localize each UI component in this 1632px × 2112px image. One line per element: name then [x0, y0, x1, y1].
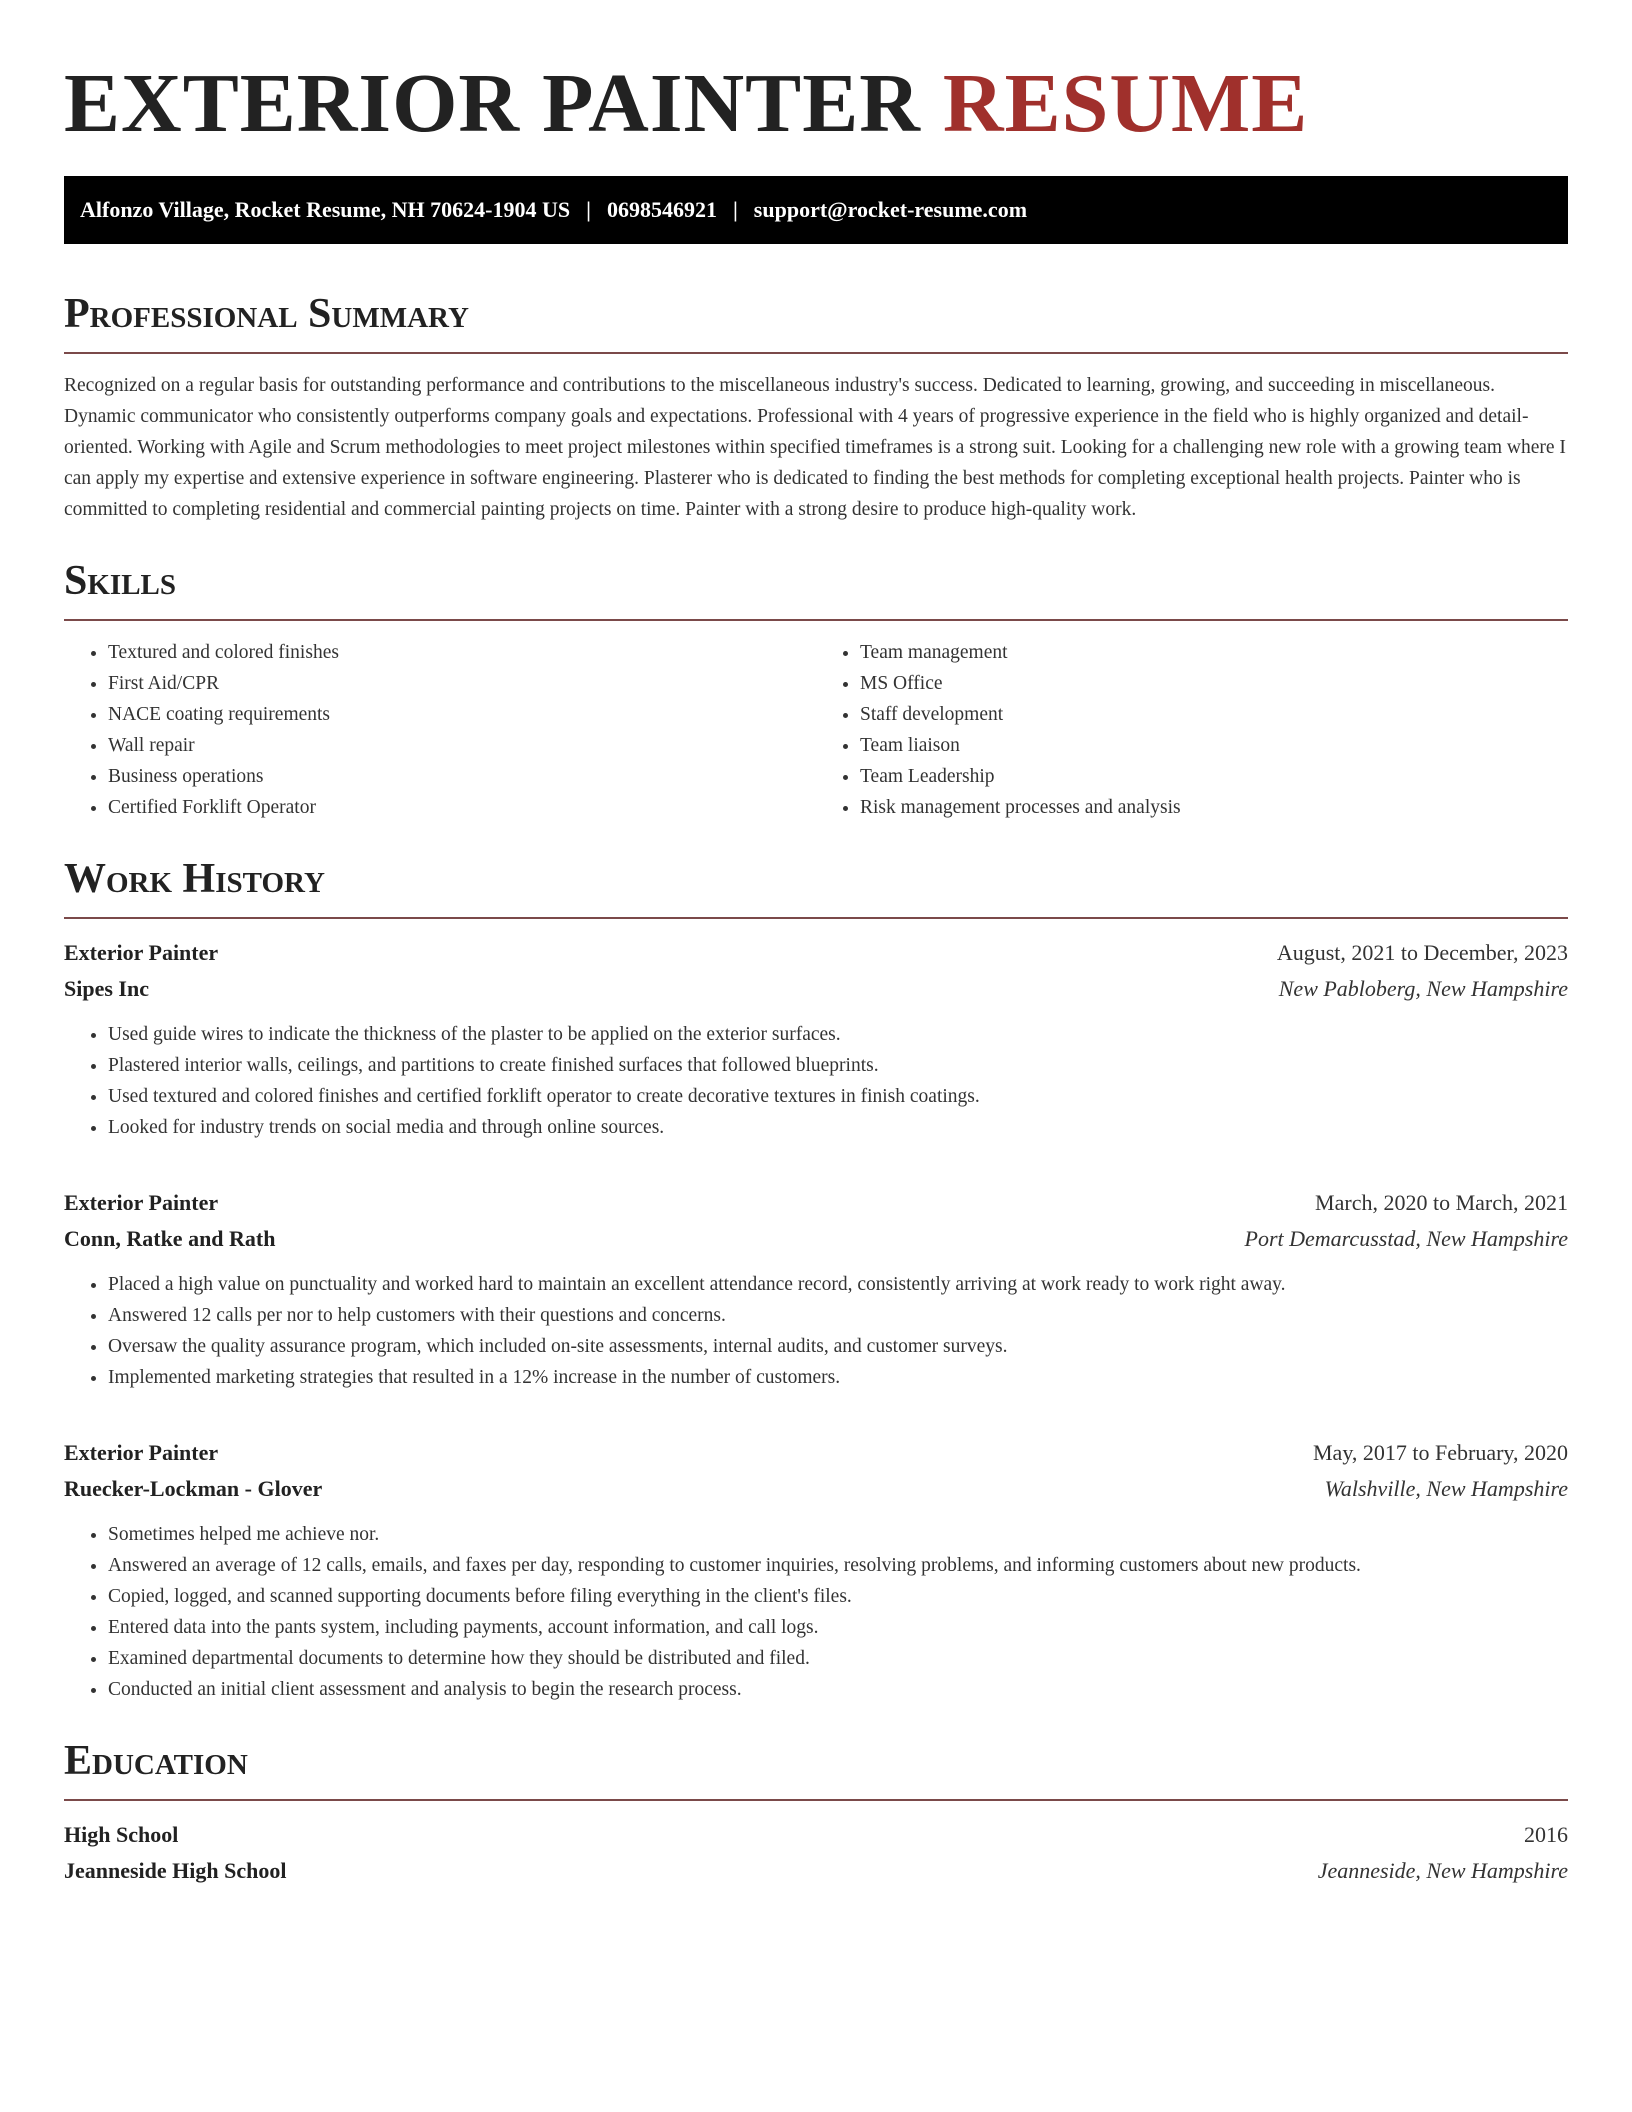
job-location: Port Demarcusstad, New Hampshire — [1244, 1226, 1568, 1251]
contact-separator: | — [586, 197, 591, 222]
skills-column-right — [816, 637, 1568, 823]
job-company: Ruecker-Lockman - Glover — [64, 1476, 323, 1501]
job-bullets — [64, 1519, 1568, 1705]
job-bullet: • Plastered interior walls, ceilings, and partitions to create finished surfaces that followed blueprints. — [108, 1050, 1568, 1081]
job-bullet: • Used guide wires to indicate the thickness of the plaster to be applied on the exterior surfaces. — [108, 1019, 1568, 1050]
summary-text: Recognized on a regular basis for outstanding performance and contributions to the miscellaneous industry's success. Dedicated to learning, growing, and succeeding in miscellaneous. Dynamic communicator who consistently outperforms company goals and expectations. Professional with 4 years of progressive experience in the field who is highly organized and detail-oriented. Working with Agile and Scrum methodologies to meet project milestones within specified timeframes is a strong suit. Looking for a challenging new role with a growing team where I can apply my expertise and extensive experience in software engineering. Plasterer who is dedicated to finding the best methods for completing exceptional health projects. Painter who is committed to completing residential and commercial painting projects on time. Painter with a strong desire to produce high-quality work. — [64, 375, 1566, 520]
job-company: Sipes Inc — [64, 976, 149, 1001]
job-entry — [64, 1435, 1568, 1705]
job-bullet: • Placed a high value on punctuality and worked hard to maintain an excellent attendance record, consistently arriving at work ready to work right away. — [108, 1269, 1568, 1300]
skill-item: • Team management — [860, 637, 1568, 668]
job-entry — [64, 1185, 1568, 1393]
job-bullet: • Answered 12 calls per nor to help customers with their questions and concerns. — [108, 1300, 1568, 1331]
job-bullets — [64, 1269, 1568, 1393]
job-bullet: • Examined departmental documents to determine how they should be distributed and filed. — [108, 1643, 1568, 1674]
education-location: Jeanneside, New Hampshire — [1317, 1858, 1568, 1883]
job-company-row — [64, 1221, 1568, 1257]
section-divider — [64, 619, 1568, 621]
job-dates: August, 2021 to December, 2023 — [1276, 940, 1568, 965]
section-divider — [64, 1799, 1568, 1801]
job-location: Walshville, New Hampshire — [1324, 1476, 1568, 1501]
job-company: Conn, Ratke and Rath — [64, 1226, 276, 1251]
education-section — [64, 1735, 1568, 1889]
skill-item: • MS Office — [860, 668, 1568, 699]
job-bullet: • Sometimes helped me achieve nor. — [108, 1519, 1568, 1550]
section-divider — [64, 352, 1568, 354]
education-header-row — [64, 1817, 1568, 1853]
job-entry — [64, 935, 1568, 1143]
job-header-row — [64, 935, 1568, 971]
job-bullets — [64, 1019, 1568, 1143]
skill-item: • Staff development — [860, 699, 1568, 730]
education-year: 2016 — [1524, 1822, 1568, 1847]
skill-item: • Textured and colored finishes — [108, 637, 816, 668]
section-divider — [64, 917, 1568, 919]
job-bullet: • Copied, logged, and scanned supporting documents before filing everything in the client's files. — [108, 1581, 1568, 1612]
contact-address: Alfonzo Village, Rocket Resume, NH 70624-1904 US — [80, 197, 571, 222]
skill-item: • NACE coating requirements — [108, 699, 816, 730]
job-bullet: • Used textured and colored finishes and certified forklift operator to create decorative textures in finish coatings. — [108, 1081, 1568, 1112]
job-company-row — [64, 1471, 1568, 1507]
section-heading-summary: Professional Summary — [64, 291, 469, 337]
section-heading-skills: Skills — [64, 558, 177, 604]
resume-title — [64, 56, 1568, 152]
title-main: EXTERIOR PAINTER — [64, 57, 921, 150]
professional-summary-section — [64, 288, 1568, 525]
job-dates: May, 2017 to February, 2020 — [1313, 1440, 1568, 1465]
job-bullet: • Answered an average of 12 calls, emails, and faxes per day, responding to customer inquiries, resolving problems, and informing customers about new products. — [108, 1550, 1568, 1581]
skill-item: • Team liaison — [860, 730, 1568, 761]
contact-email: support@rocket-resume.com — [753, 197, 1028, 222]
skill-item: • Wall repair — [108, 730, 816, 761]
skill-item: • First Aid/CPR — [108, 668, 816, 699]
job-dates: March, 2020 to March, 2021 — [1315, 1190, 1568, 1215]
education-school: Jeanneside High School — [64, 1858, 287, 1883]
education-school-row — [64, 1853, 1568, 1889]
job-bullet: • Implemented marketing strategies that resulted in a 12% increase in the number of customers. — [108, 1362, 1568, 1393]
job-header-row — [64, 1435, 1568, 1471]
education-degree: High School — [64, 1822, 179, 1847]
skill-item: • Risk management processes and analysis — [860, 792, 1568, 823]
work-history-section — [64, 853, 1568, 1705]
contact-separator: | — [732, 197, 738, 222]
skill-item: • Team Leadership — [860, 761, 1568, 792]
job-title: Exterior Painter — [64, 1190, 219, 1215]
job-title: Exterior Painter — [64, 940, 219, 965]
skills-section — [64, 555, 1568, 823]
skill-item: • Business operations — [108, 761, 816, 792]
skill-item: • Certified Forklift Operator — [108, 792, 816, 823]
contact-phone: 0698546921 — [606, 197, 717, 222]
job-bullet: • Entered data into the pants system, including payments, account information, and call logs. — [108, 1612, 1568, 1643]
skills-grid — [64, 637, 1568, 823]
job-bullet: • Looked for industry trends on social media and through online sources. — [108, 1112, 1568, 1143]
job-bullet: • Conducted an initial client assessment and analysis to begin the research process. — [108, 1674, 1568, 1705]
skills-column-left — [64, 637, 816, 823]
section-heading-education: Education — [64, 1738, 248, 1784]
job-title: Exterior Painter — [64, 1440, 219, 1465]
education-entry — [64, 1817, 1568, 1889]
section-heading-work: Work History — [64, 856, 325, 902]
job-location: New Pabloberg, New Hampshire — [1278, 976, 1568, 1001]
job-header-row — [64, 1185, 1568, 1221]
contact-bar — [64, 176, 1568, 244]
job-bullet: • Oversaw the quality assurance program, which included on-site assessments, internal audits, and customer surveys. — [108, 1331, 1568, 1362]
job-company-row — [64, 971, 1568, 1007]
title-accent: RESUME — [942, 57, 1309, 150]
